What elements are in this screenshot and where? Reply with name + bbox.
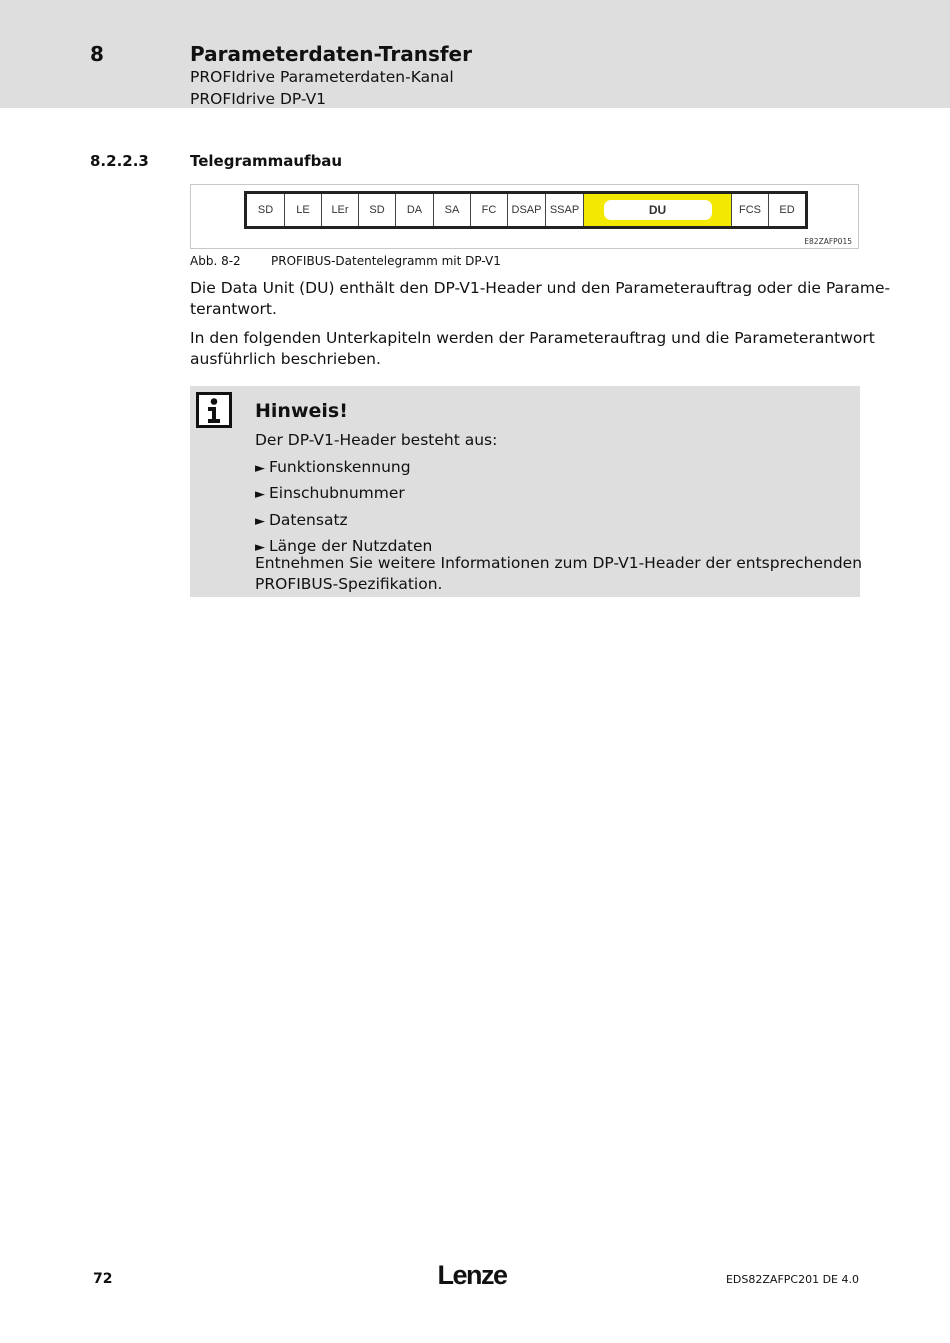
paragraph-line: ausführlich beschrieben. bbox=[190, 349, 381, 368]
chapter-subsubtitle: PROFIdrive DP-V1 bbox=[190, 90, 327, 108]
telegram-field: SD bbox=[247, 194, 285, 226]
paragraph-du bbox=[190, 278, 891, 319]
paragraph-line: Die Data Unit (DU) enthält den DP-V1-Header und den Parameterauftrag oder die Parame- bbox=[190, 279, 891, 297]
chapter-number: 8 bbox=[90, 42, 104, 66]
info-icon bbox=[196, 392, 232, 428]
figure-caption-label: Abb. 8-2 bbox=[190, 254, 241, 268]
telegram-field: DSAP bbox=[508, 194, 546, 226]
telegram-diagram bbox=[244, 191, 808, 229]
telegram-field-du bbox=[584, 194, 732, 226]
telegram-field: FC bbox=[471, 194, 508, 226]
document-reference: EDS82ZAFPC201 DE 4.0 bbox=[725, 1273, 859, 1286]
telegram-field: FCS bbox=[732, 194, 769, 226]
figure-caption-text: PROFIBUS-Datentelegramm mit DP-V1 bbox=[271, 254, 501, 268]
list-item: ► Datensatz bbox=[255, 508, 432, 534]
telegram-field: SSAP bbox=[546, 194, 584, 226]
telegram-field: LEr bbox=[322, 194, 359, 226]
chapter-title: Parameterdaten-Transfer bbox=[190, 42, 472, 66]
header-band bbox=[0, 0, 950, 108]
note-list bbox=[255, 455, 432, 561]
note-intro: Der DP-V1-Header besteht aus: bbox=[255, 431, 498, 449]
paragraph-line: In den folgenden Unterkapiteln werden der Parameterauftrag und die Parameterantwort bbox=[190, 329, 875, 347]
paragraph-line: terantwort. bbox=[190, 299, 277, 318]
page-number: 72 bbox=[93, 1271, 113, 1287]
list-item: ► Länge der Nutzdaten bbox=[255, 534, 432, 560]
paragraph-subchapters bbox=[190, 328, 875, 369]
note-final-line: PROFIBUS-Spezifikation. bbox=[255, 574, 443, 593]
logo-text: Lenze bbox=[437, 1260, 507, 1290]
section-number: 8.2.2.3 bbox=[90, 152, 149, 170]
note-box bbox=[190, 386, 863, 597]
telegram-field: SA bbox=[434, 194, 471, 226]
telegram-field: DA bbox=[396, 194, 434, 226]
telegram-figure bbox=[190, 184, 859, 249]
chapter-subtitle: PROFIdrive Parameterdaten-Kanal bbox=[190, 68, 454, 86]
telegram-field: LE bbox=[285, 194, 322, 226]
section-title: Telegrammaufbau bbox=[190, 152, 343, 170]
note-final-line: Entnehmen Sie weitere Informationen zum DP-V1-Header der entsprechenden bbox=[255, 554, 863, 572]
du-label: DU bbox=[604, 200, 712, 220]
lenze-logo bbox=[432, 1258, 512, 1292]
telegram-field: SD bbox=[359, 194, 396, 226]
list-item: ► Einschubnummer bbox=[255, 481, 432, 507]
figure-code: E82ZAFP015 bbox=[804, 237, 852, 246]
note-final-text bbox=[255, 553, 862, 594]
telegram-field: ED bbox=[779, 204, 795, 216]
list-item: ► Funktionskennung bbox=[255, 455, 432, 481]
note-title: Hinweis! bbox=[255, 400, 348, 422]
